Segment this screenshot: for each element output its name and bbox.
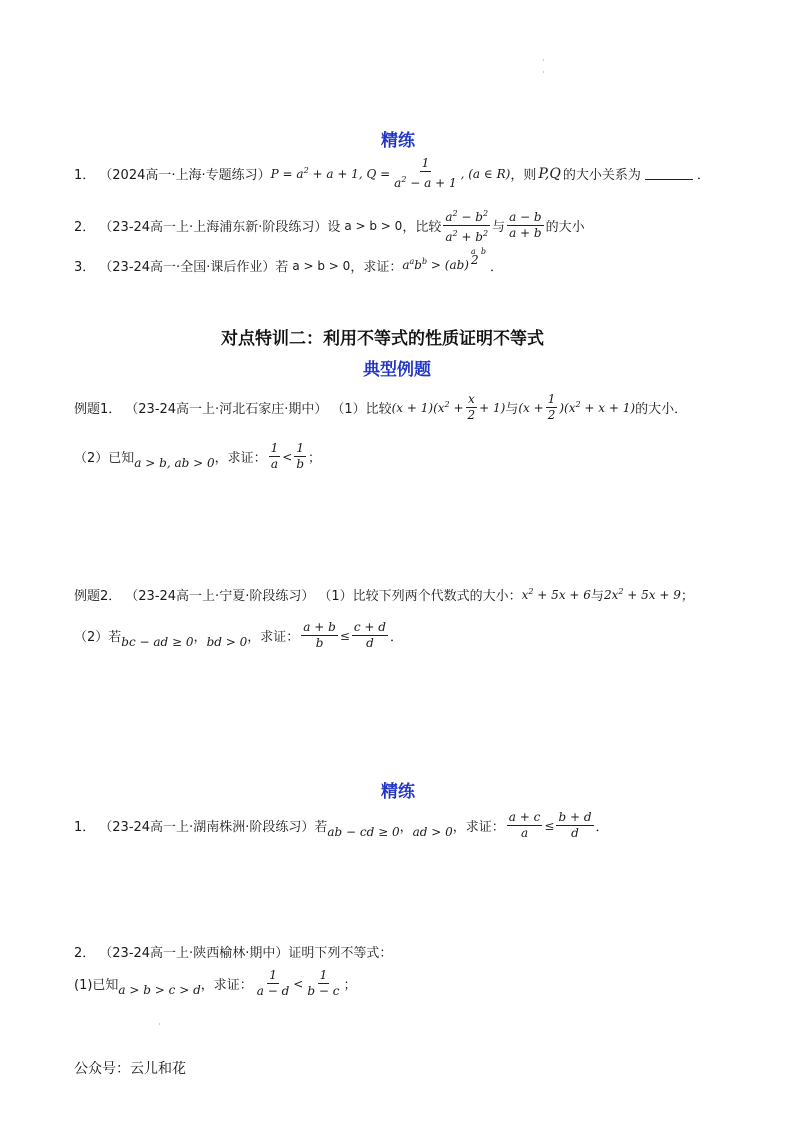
example-1-part-1 — [74, 392, 687, 423]
footer-account: 公众号：云儿和花 — [74, 1061, 186, 1077]
typical-examples-title: 典型例题 — [363, 360, 431, 380]
q-source: （23-24高一·全国·课后作业）若 — [99, 260, 289, 275]
tail-text: ． — [595, 820, 609, 835]
mid-text: ，求证： — [200, 978, 253, 993]
formula-right: (x + — [518, 400, 544, 415]
formula-b: $2x^2 + 5x + 9$ — [603, 587, 681, 602]
practice-title-2: 精练 — [381, 782, 415, 802]
q-mid: ，比较 — [402, 220, 442, 235]
tail-text: ； — [680, 589, 694, 604]
practice2-question-2 — [74, 942, 392, 961]
fraction-x2: $\frac{x}{2}$ — [467, 392, 476, 422]
formula-right-end: )$(x^2 + x + 1)$ — [559, 400, 636, 415]
top-dot-2: · — [542, 68, 545, 77]
practice1-question-3 — [74, 246, 503, 275]
example-1-part-2 — [74, 441, 321, 472]
fraction-bc: $\frac{1}{b - c}$ — [307, 968, 340, 998]
example-2-part-1 — [74, 585, 694, 604]
part-label: （2）若 — [74, 630, 122, 645]
formula-left-end: + 1) — [479, 400, 506, 415]
part-label: （1）比较下列两个代数式的大小： — [318, 589, 522, 604]
q-source: （23-24高一上·陕西榆林·期中）证明下列不等式： — [99, 946, 393, 961]
top-dot: · — [542, 56, 545, 65]
example-source: （23-24高一上·宁夏·阶段练习） — [125, 589, 315, 604]
formula-left: $(x + 1)(x^2$ + — [391, 400, 464, 415]
tail-text: ． — [389, 630, 403, 645]
and-text: 与 — [505, 402, 519, 417]
condition: a > b > 0 — [292, 258, 351, 273]
q-source: （2024高一·上海·专题练习） — [99, 168, 271, 183]
practice1-question-1 — [74, 156, 710, 191]
fraction-ac-a: $\frac{a + c}{a}$ — [508, 810, 541, 840]
fraction-cd-d: $\frac{c + d}{d}$ — [353, 620, 386, 650]
part-label: （2）已知 — [74, 451, 135, 466]
q-end: 的大小关系为 — [562, 168, 641, 183]
example-label: 例题1． — [74, 402, 122, 417]
mid-text: ，求证： — [452, 820, 505, 835]
example-2-part-2 — [74, 620, 403, 651]
q-number: 1． — [74, 820, 96, 835]
q-number: 1． — [74, 168, 96, 183]
pq-symbol: P,Q — [538, 165, 561, 182]
q-end: 的大小 — [545, 220, 585, 235]
fraction-1b: $\frac{1}{b}$ — [296, 441, 305, 471]
mid-text: ，求证： — [247, 630, 300, 645]
q-number: 2． — [74, 946, 96, 961]
tail-text: ； — [308, 451, 322, 466]
fraction-1a: $\frac{1}{a}$ — [270, 441, 279, 471]
condition-2: bd > 0 — [206, 634, 248, 649]
formula-power: $a^ab^b > (ab)$ a b 2 — [402, 246, 486, 272]
q-tail: ． — [696, 168, 710, 183]
q-mid: ，则 — [510, 168, 537, 183]
less-than: < — [282, 449, 293, 464]
and-text: 与 — [590, 589, 604, 604]
example-label: 例题2． — [74, 589, 122, 604]
condition-1: bc − ad ≥ 0 — [121, 634, 194, 649]
practice2-question-1 — [74, 810, 609, 841]
example-source: （23-24高一上·河北石家庄·期中） — [125, 402, 328, 417]
comma: ， — [193, 630, 207, 645]
special-training-title: 对点特训二：利用不等式的性质证明不等式 — [221, 329, 544, 349]
condition-2: ad > 0 — [412, 824, 453, 839]
answer-blank[interactable] — [645, 167, 693, 180]
comma: ， — [399, 820, 413, 835]
mid-text: ，求证： — [214, 451, 267, 466]
fraction: $\frac{1}{a^2 - a + 1}$ — [394, 156, 457, 190]
fraction-1: $\frac{a^2 - b^2}{a^2 + b^2}$ — [443, 206, 490, 245]
fraction-half: $\frac{1}{2}$ — [547, 392, 556, 422]
q-and: 与 — [492, 220, 506, 235]
practice2-question-2-part-1 — [74, 968, 356, 999]
fraction-bd-d: $\frac{b + d}{d}$ — [558, 810, 592, 840]
formula-pq: $P = a^2 + a + 1$, Q = — [270, 166, 391, 181]
q-tail: ． — [489, 260, 503, 275]
condition: a > b > c > d — [118, 982, 201, 997]
fraction-ab-b: $\frac{a + b}{b}$ — [303, 620, 336, 650]
condition: a > b, ab > 0 — [134, 455, 215, 470]
formula-domain: , (a ∈ R) — [460, 166, 511, 181]
condition: a > b > 0 — [344, 218, 403, 233]
fraction-2: $\frac{a - b}{a + b}$ — [509, 210, 542, 240]
q-number: 2． — [74, 220, 96, 235]
practice-title-1: 精练 — [381, 131, 415, 151]
tail-text: ； — [343, 978, 357, 993]
end-text: 的大小． — [635, 402, 688, 417]
part-label: (1)已知 — [74, 978, 119, 993]
condition-1: ab − cd ≥ 0 — [327, 824, 400, 839]
fraction-ad: $\frac{1}{a - d}$ — [256, 968, 290, 998]
part-label: （1）比较 — [331, 402, 392, 417]
q-source: （23-24高一上·上海浦东新·阶段练习）设 — [99, 220, 341, 235]
practice1-question-2 — [74, 206, 585, 245]
less-than: < — [293, 976, 304, 991]
leq: ≤ — [544, 818, 555, 833]
q-number: 3． — [74, 260, 96, 275]
q-source: （23-24高一上·湖南株洲·阶段练习）若 — [99, 820, 328, 835]
small-dot: · — [158, 1020, 161, 1029]
leq: ≤ — [339, 628, 350, 643]
formula-a: $x^2 + 5x + 6$ — [521, 587, 591, 602]
q-mid: ，求证： — [350, 260, 403, 275]
